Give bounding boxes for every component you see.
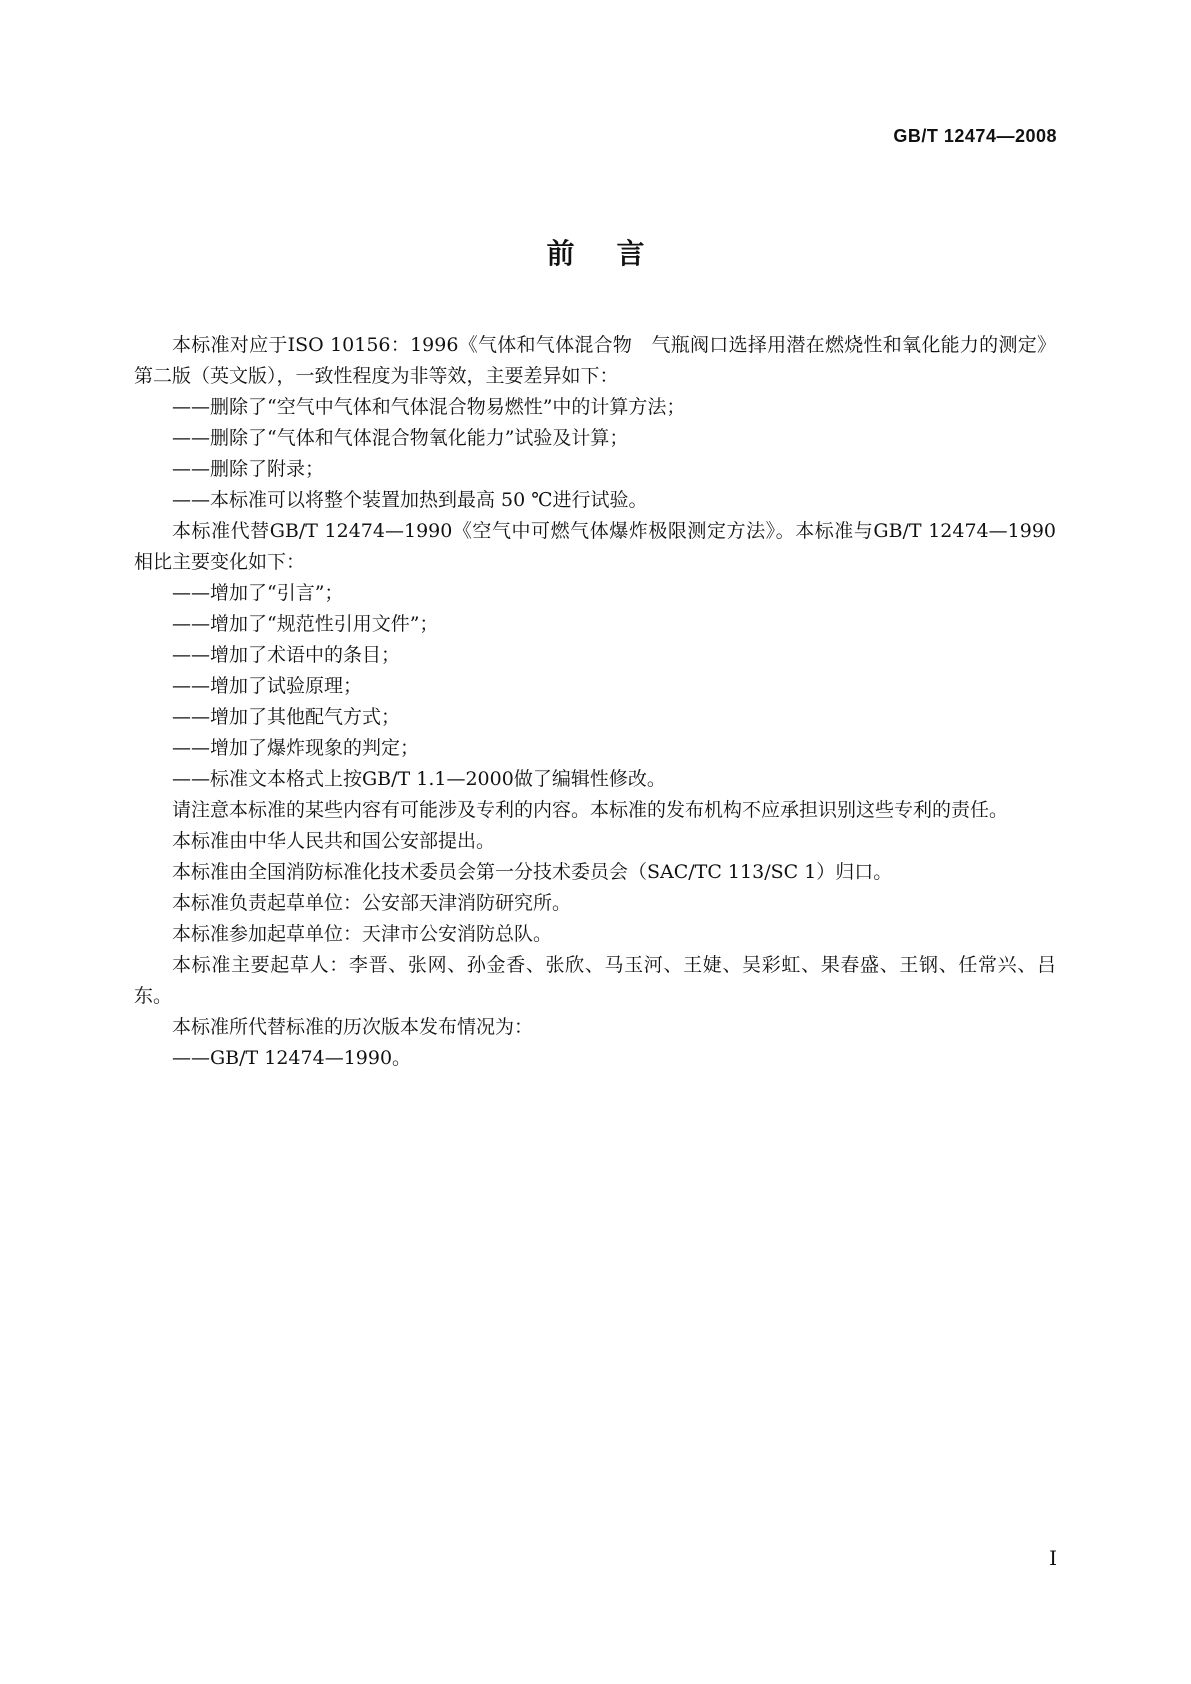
- paragraph: 本标准负责起草单位：公安部天津消防研究所。: [172, 892, 572, 914]
- paragraph: 本标准所代替标准的历次版本发布情况为：: [172, 1016, 534, 1038]
- page-number: I: [1049, 1546, 1057, 1570]
- list-item: ——增加了“引言”；: [172, 582, 344, 604]
- page-title: 前言: [546, 237, 687, 270]
- standard-code: GB/T 12474—2008: [893, 126, 1057, 146]
- paragraph: 请注意本标准的某些内容有可能涉及专利的内容。本标准的发布机构不应承担识别这些专利的责任。: [172, 799, 1009, 821]
- list-item: ——增加了其他配气方式；: [172, 706, 401, 728]
- list-item: ——删除了附录；: [172, 458, 325, 480]
- list-item: ——增加了“规范性引用文件”；: [172, 613, 439, 635]
- list-item: ——标准文本格式上按GB/T 1.1—2000做了编辑性修改。: [172, 768, 666, 790]
- list-item: ——GB/T 12474—1990。: [172, 1047, 412, 1069]
- paragraph: 本标准由全国消防标准化技术委员会第一分技术委员会（SAC/TC 113/SC 1）归口。: [172, 861, 893, 883]
- paragraph: 本标准主要起草人：李晋、张网、孙金香、张欣、马玉河、王婕、吴彩虹、果春盛、王钢、任常兴、吕东。: [134, 954, 1056, 1007]
- paragraph: 本标准参加起草单位：天津市公安消防总队。: [172, 923, 553, 945]
- paragraph: 本标准由中华人民共和国公安部提出。: [172, 830, 496, 852]
- list-item: ——本标准可以将整个装置加热到最高 50 ℃进行试验。: [172, 489, 648, 511]
- list-item: ——删除了“气体和气体混合物氧化能力”试验及计算；: [172, 427, 629, 449]
- list-item: ——删除了“空气中气体和气体混合物易燃性”中的计算方法；: [172, 396, 686, 418]
- list-item: ——增加了爆炸现象的判定；: [172, 737, 420, 759]
- document-body: [134, 330, 1056, 1074]
- paragraph: 本标准对应于ISO 10156：1996《气体和气体混合物 气瓶阀口选择用潜在燃烧性和氧化能力的测定》第二版（英文版），一致性程度为非等效，主要差异如下：: [134, 334, 1056, 387]
- list-item: ——增加了术语中的条目；: [172, 644, 401, 666]
- paragraph: 本标准代替GB/T 12474—1990《空气中可燃气体爆炸极限测定方法》。本标准与GB/T 12474—1990相比主要变化如下：: [134, 520, 1056, 573]
- list-item: ——增加了试验原理；: [172, 675, 363, 697]
